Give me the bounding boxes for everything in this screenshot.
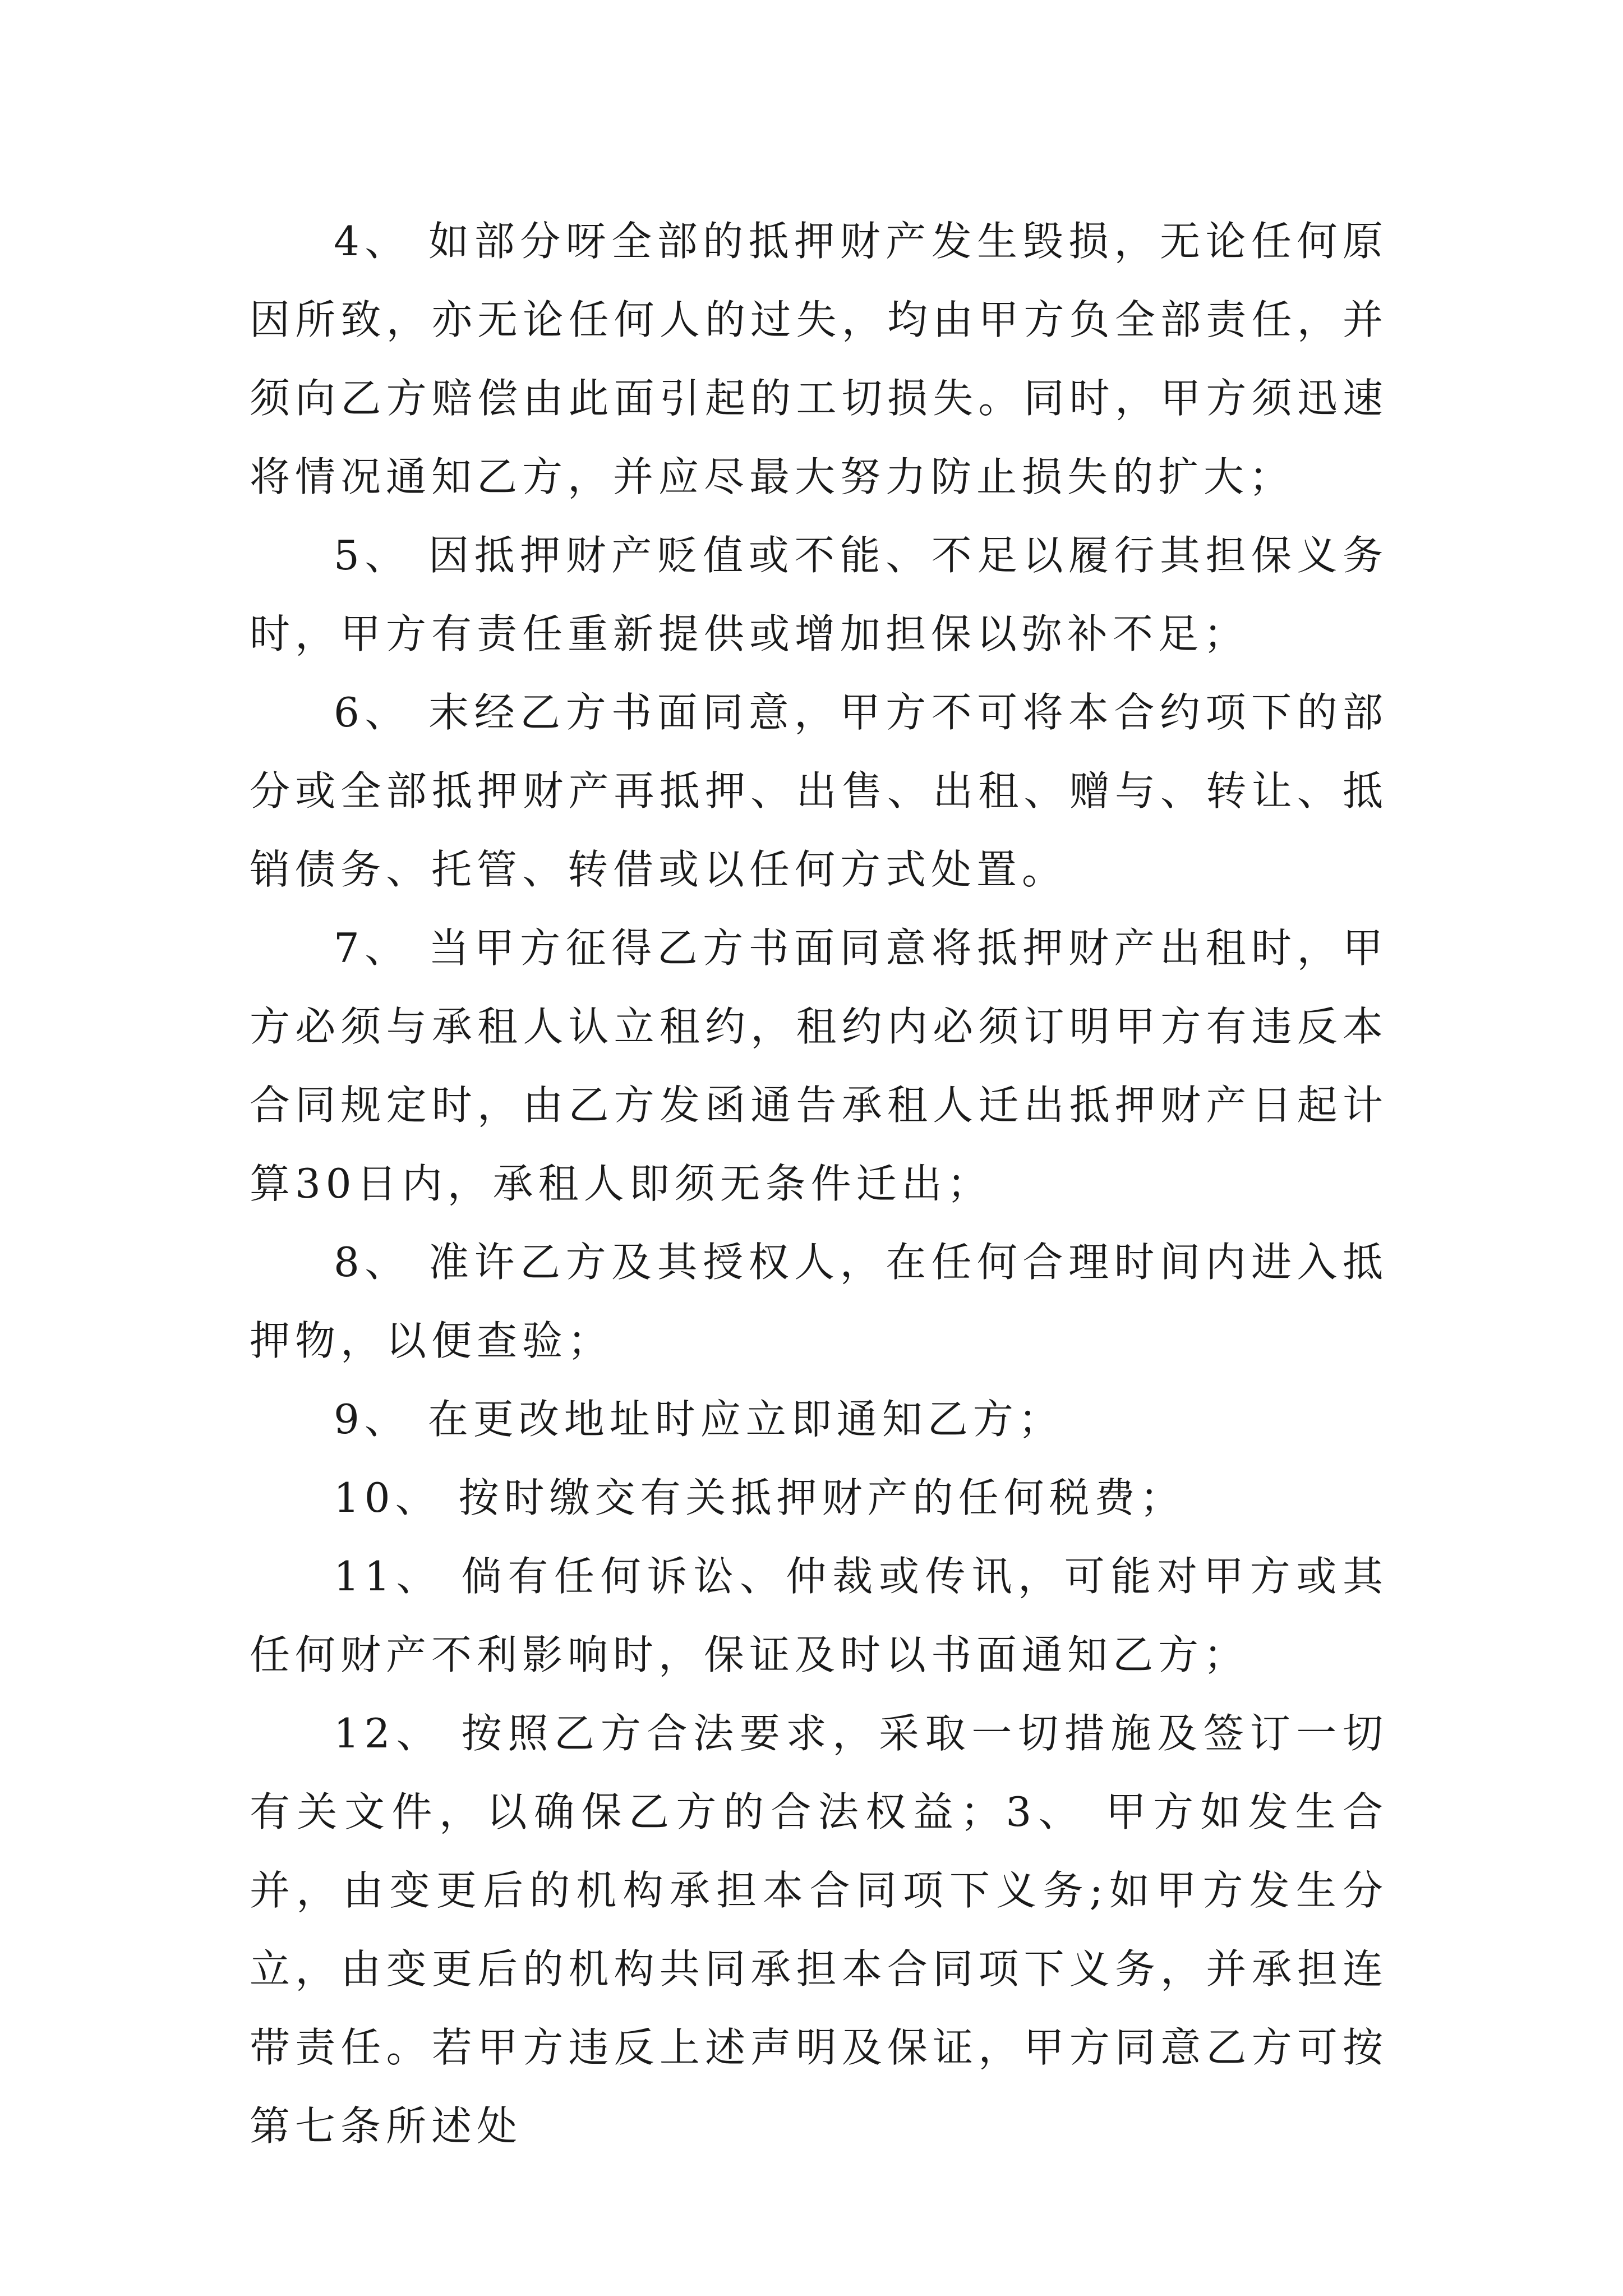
clause-4: 4、 如部分呀全部的抵押财产发生毁损，无论任何原因所致，亦无论任何人的过失，均由甲方负全部责任，并须向乙方赔偿由此面引起的工切损失。同时，甲方须迅速将情况通知乙方，并应尽最大努力防止损失的扩大； xyxy=(250,218,1388,500)
clause-8: 8、 准许乙方及其授权人，在任何合理时间内进入抵押物，以便查验； xyxy=(250,1239,1388,1364)
clause-7: 7、 当甲方征得乙方书面同意将抵押财产出租时，甲方必须与承租人认立租约，租约内必须订明甲方有违反本合同规定时，由乙方发函通告承租人迁出抵押财产日起计算30日内，承租人即须无条件迁出； xyxy=(250,924,1388,1207)
clause-6: 6、 末经乙方书面同意，甲方不可将本合约项下的部分或全部抵押财产再抵押、出售、出租、赠与、转让、抵销债务、托管、转借或以任何方式处置。 xyxy=(250,689,1388,893)
clause-5: 5、 因抵押财产贬值或不能、不足以履行其担保义务时，甲方有责任重新提供或增加担保以弥补不足； xyxy=(250,532,1388,657)
clause-12: 12、 按照乙方合法要求，采取一切措施及签订一切有关文件，以确保乙方的合法权益；3、 甲方如发生合并，由变更后的机构承担本合同项下义务;如甲方发生分立，由变更后的机构共同承担本合同项下义务，并承担连带责任。若甲方违反上述声明及保证，甲方同意乙方可按第七条所述处 xyxy=(250,1710,1388,2150)
document-body xyxy=(250,202,1388,2165)
clause-10: 10、 按时缴交有关抵押财产的任何税费； xyxy=(334,1474,1186,1521)
clause-11: 11、 倘有任何诉讼、仲裁或传讯，可能对甲方或其任何财产不利影响时，保证及时以书面通知乙方； xyxy=(250,1553,1388,1678)
clause-9: 9、 在更改地址时应立即通知乙方； xyxy=(334,1396,1064,1443)
